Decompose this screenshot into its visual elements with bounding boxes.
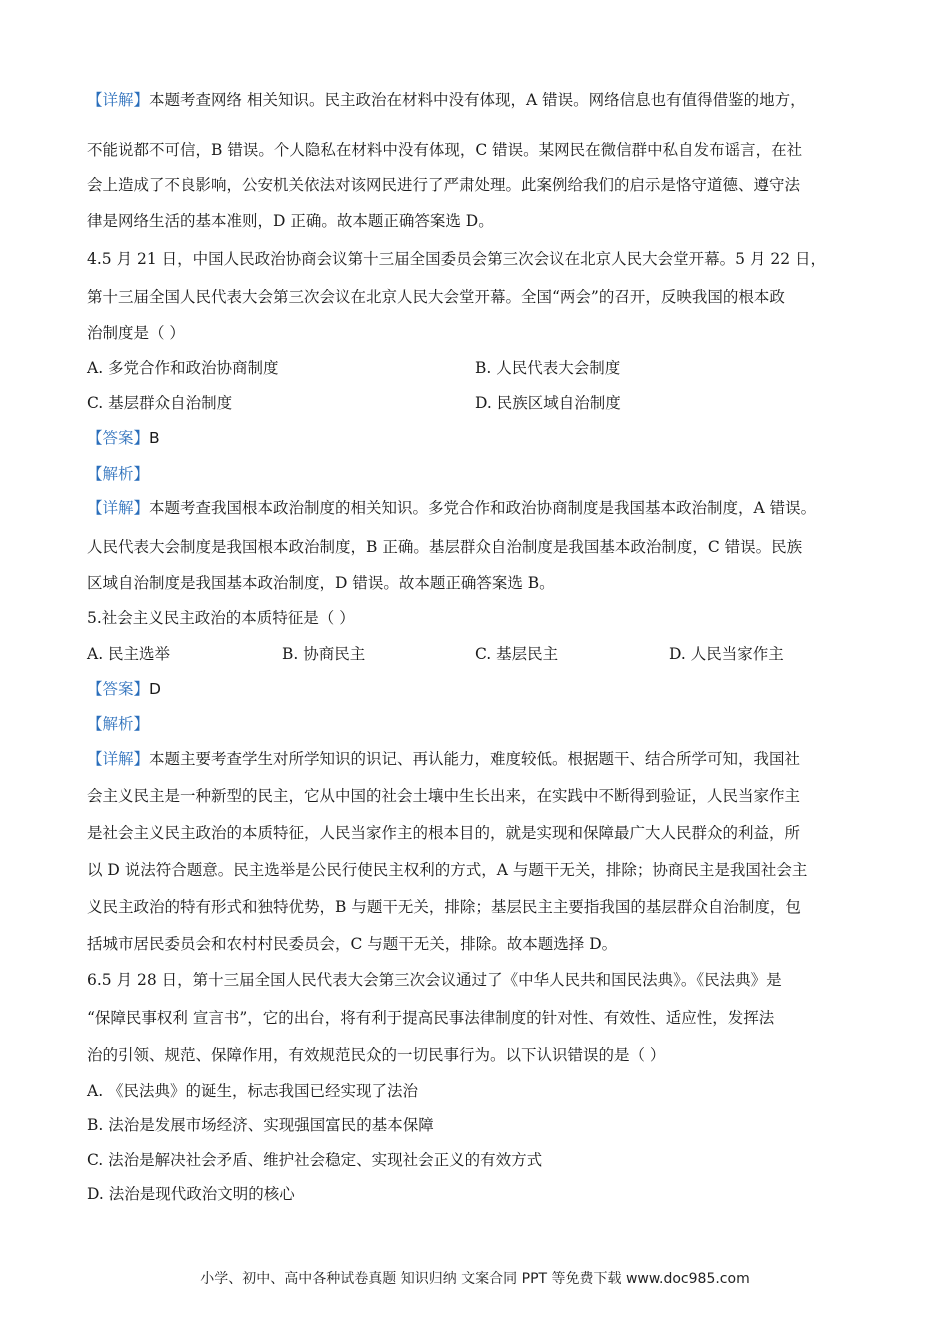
- q5-detail-line-2: 会主义民主是一种新型的民主，它从中国的社会土壤中生长出来，在实践中不断得到验证，人民当家作主: [87, 787, 801, 805]
- q5-detail-line-1: 【详解】本题主要考查学生对所学知识的识记、再认能力，难度较低。根据题干、结合所学可知，我国社: [87, 750, 801, 768]
- q4-detail-line-1: 【详解】本题考查我国根本政治制度的相关知识。多党合作和政治协商制度是我国基本政治制度，A 错误。: [87, 499, 817, 517]
- q5-stem: 5.社会主义民主政治的本质特征是（ ）: [87, 609, 355, 627]
- q5-option-b: B. 协商民主: [282, 645, 366, 663]
- q5-analysis-tag: 【解析】: [87, 715, 150, 733]
- q5-detail-line-4: 以 D 说法符合题意。民主选举是公民行使民主权利的方式，A 与题干无关，排除；协商民主是我国社会主: [87, 861, 808, 879]
- q5-detail-line-3: 是社会主义民主政治的本质特征，人民当家作主的根本目的，就是实现和保障最广大人民群众的利益，所: [87, 824, 801, 842]
- q5-option-c: C. 基层民主: [475, 645, 559, 663]
- q4-option-c: C. 基层群众自治制度: [87, 394, 233, 412]
- q6-option-b: B. 法治是发展市场经济、实现强国富民的基本保障: [87, 1116, 434, 1134]
- q4-stem-line-2: 第十三届全国人民代表大会第三次会议在北京人民大会堂开幕。全国“两会”的召开，反映我国的根本政: [87, 288, 785, 306]
- q4-option-b: B. 人民代表大会制度: [475, 359, 621, 377]
- answer-tag: 【答案】: [87, 680, 150, 698]
- detail-tag: 【详解】: [87, 499, 150, 517]
- q4-answer: [87, 428, 160, 448]
- q6-stem-line-2: “保障民事权利 宣言书”，它的出台，将有利于提高民事法律制度的针对性、有效性、适应性，发挥法: [87, 1009, 775, 1027]
- q4-stem-line-3: 治制度是（ ）: [87, 324, 185, 342]
- answer-tag: 【答案】: [87, 429, 150, 447]
- q6-option-d: D. 法治是现代政治文明的核心: [87, 1185, 295, 1203]
- q5-option-d: D. 人民当家作主: [669, 645, 784, 663]
- q3-detail-line-2: 不能说都不可信，B 错误。个人隐私在材料中没有体现，C 错误。某网民在微信群中私自发布谣言，在社: [87, 141, 803, 159]
- q4-option-d: D. 民族区域自治制度: [475, 394, 621, 412]
- q6-stem-line-1: 6.5 月 28 日，第十三届全国人民代表大会第三次会议通过了《中华人民共和国民法典》。《民法典》是: [87, 971, 782, 989]
- q6-option-c: C. 法治是解决社会矛盾、维护社会稳定、实现社会正义的有效方式: [87, 1151, 543, 1169]
- answer-value: B: [149, 429, 160, 447]
- detail-tag: 【详解】: [87, 91, 150, 109]
- q4-detail-line-3: 区域自治制度是我国基本政治制度，D 错误。故本题正确答案选 B。: [87, 574, 555, 592]
- q6-stem-line-3: 治的引领、规范、保障作用，有效规范民众的一切民事行为。以下认识错误的是（ ）: [87, 1046, 666, 1064]
- detail-tag: 【详解】: [87, 750, 150, 768]
- page-footer: 小学、初中、高中各种试卷真题 知识归纳 文案合同 PPT 等免费下载 www.doc985.com: [200, 1271, 750, 1287]
- q4-analysis-tag: 【解析】: [87, 465, 150, 483]
- q3-detail-line-1: 【详解】本题考查网络 相关知识。民主政治在材料中没有体现，A 错误。网络信息也有值得借鉴的地方，: [87, 91, 806, 109]
- q6-option-a: A. 《民法典》的诞生，标志我国已经实现了法治: [87, 1082, 419, 1100]
- q5-option-a: A. 民主选举: [87, 645, 171, 663]
- q5-answer: [87, 679, 161, 699]
- q5-detail-line-6: 括城市居民委员会和农村村民委员会，C 与题干无关，排除。故本题选择 D。: [87, 935, 618, 953]
- q4-stem-line-1: 4.5 月 21 日，中国人民政治协商会议第十三届全国委员会第三次会议在北京人民大会堂开幕。5 月 22 日，: [87, 250, 827, 268]
- q4-option-a: A. 多党合作和政治协商制度: [87, 359, 279, 377]
- q3-detail-line-4: 律是网络生活的基本准则，D 正确。故本题正确答案选 D。: [87, 212, 494, 230]
- q5-detail-line-5: 义民主政治的特有形式和独特优势，B 与题干无关，排除；基层民主主要指我国的基层群众自治制度，包: [87, 898, 801, 916]
- answer-value: D: [149, 680, 161, 698]
- q3-detail-line-3: 会上造成了不良影响，公安机关依法对该网民进行了严肃处理。此案例给我们的启示是恪守道德、遵守法: [87, 176, 801, 194]
- q4-detail-line-2: 人民代表大会制度是我国根本政治制度，B 正确。基层群众自治制度是我国基本政治制度，C 错误。民族: [87, 538, 803, 556]
